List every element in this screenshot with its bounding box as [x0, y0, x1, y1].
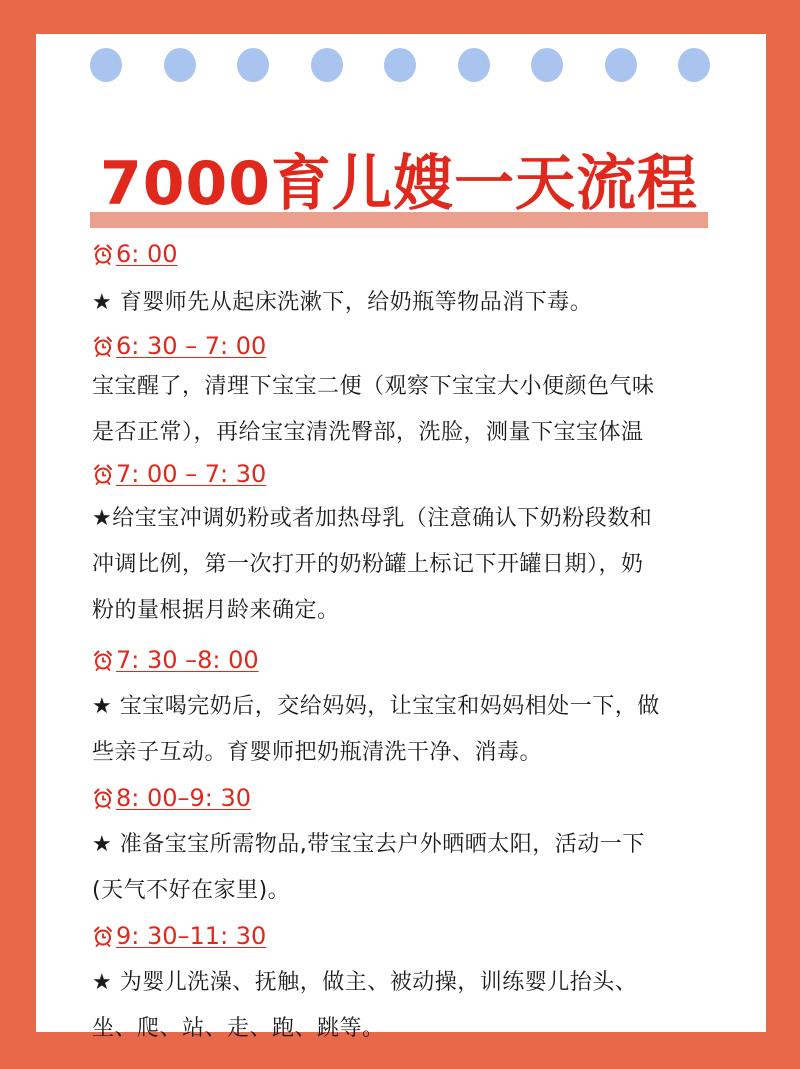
time-text: 7: 30 –8: 00 — [116, 646, 259, 674]
task-description — [92, 684, 712, 776]
time-label — [92, 642, 712, 678]
time-label — [92, 328, 712, 364]
task-description — [92, 496, 712, 634]
time-label — [92, 236, 712, 272]
binder-hole — [311, 48, 343, 82]
alarm-clock-icon — [92, 335, 114, 357]
task-description — [92, 822, 712, 914]
binder-hole — [678, 48, 710, 82]
task-line: 宝宝醒了，清理下宝宝二便（观察下宝宝大小便颜色气味 — [92, 374, 655, 399]
time-text: 7: 00 – 7: 30 — [116, 460, 267, 488]
task-description — [92, 364, 712, 456]
schedule — [92, 232, 712, 1052]
time-text: 8: 00–9: 30 — [116, 784, 252, 812]
task-line: 冲调比例，第一次打开的奶粉罐上标记下开罐日期），奶 — [92, 552, 644, 577]
task-line: 是否正常），再给宝宝清洗臀部，洗脸，测量下宝宝体温 — [92, 420, 644, 445]
binder-hole — [164, 48, 196, 82]
task-line: ★ 为婴儿洗澡、抚触，做主、被动操，训练婴儿抬头、 — [92, 970, 638, 995]
task-description — [92, 960, 712, 1052]
binder-holes — [90, 48, 710, 84]
task-line: 粉的量根据月龄来确定。 — [92, 598, 340, 623]
task-line: ★给宝宝冲调奶粉或者加热母乳（注意确认下奶粉段数和 — [92, 506, 653, 531]
binder-hole — [605, 48, 637, 82]
time-text: 9: 30–11: 30 — [116, 922, 267, 950]
binder-hole — [384, 48, 416, 82]
time-text: 6: 00 — [116, 240, 178, 268]
task-line: ★ 育婴师先从起床洗漱下，给奶瓶等物品消下毒。 — [92, 290, 593, 315]
time-label — [92, 780, 712, 816]
binder-hole — [531, 48, 563, 82]
task-line: 些亲子互动。育婴师把奶瓶清洗干净、消毒。 — [92, 740, 543, 765]
binder-hole — [458, 48, 490, 82]
task-line: ★ 宝宝喝完奶后，交给妈妈，让宝宝和妈妈相处一下，做 — [92, 694, 660, 719]
alarm-clock-icon — [92, 243, 114, 265]
alarm-clock-icon — [92, 787, 114, 809]
time-text: 6: 30 – 7: 00 — [116, 332, 267, 360]
alarm-clock-icon — [92, 649, 114, 671]
alarm-clock-icon — [92, 463, 114, 485]
title-block — [88, 144, 710, 230]
time-label — [92, 918, 712, 954]
task-description — [92, 280, 712, 326]
alarm-clock-icon — [92, 925, 114, 947]
page-title: 7000育儿嫂一天流程 — [100, 149, 698, 219]
binder-hole — [90, 48, 122, 82]
time-label — [92, 456, 712, 492]
task-line: (天气不好在家里)。 — [92, 878, 291, 903]
task-line: 坐、爬、站、走、跑、跳等。 — [92, 1016, 385, 1041]
binder-hole — [237, 48, 269, 82]
task-line: ★ 准备宝宝所需物品,带宝宝去户外晒晒太阳，活动一下 — [92, 832, 645, 857]
